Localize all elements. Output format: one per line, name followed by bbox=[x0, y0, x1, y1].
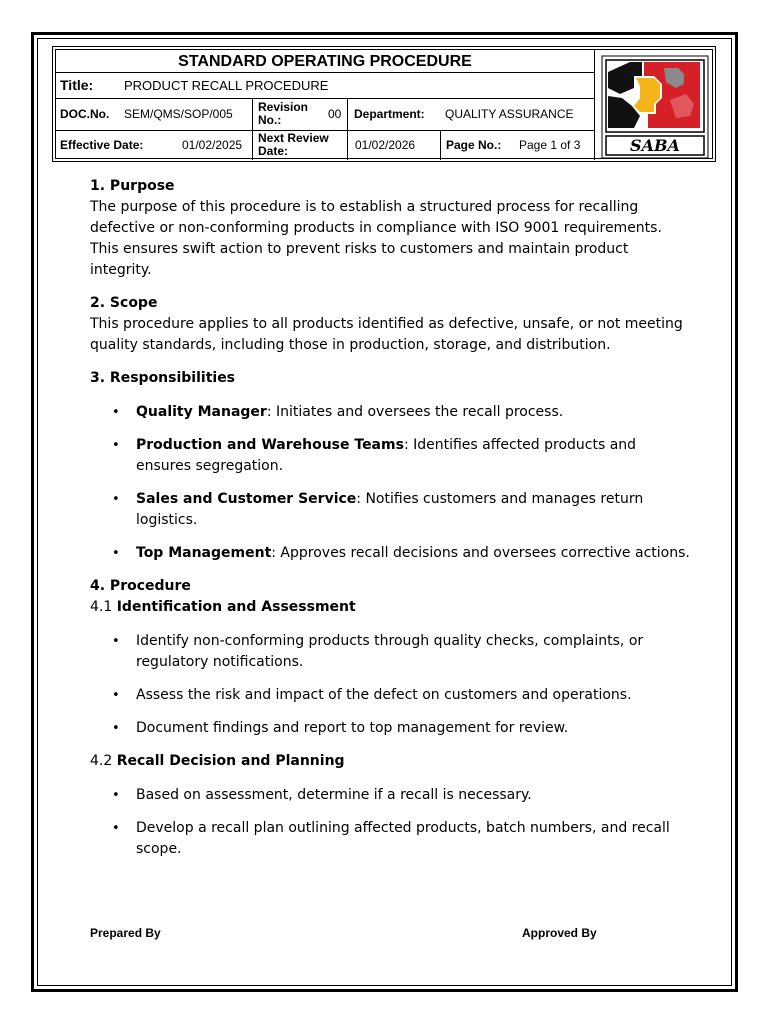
title-label: Title: bbox=[60, 77, 94, 93]
revision-value: 00 bbox=[328, 107, 342, 121]
role-desc: : Approves recall decisions and oversees corrective actions. bbox=[271, 545, 690, 561]
recall-decision-list bbox=[90, 785, 690, 860]
page-no-value: Page 1 of 3 bbox=[519, 138, 581, 152]
list-item: • Based on assessment, determine if a recall is necessary. bbox=[90, 785, 690, 806]
scope-heading: 2. Scope bbox=[90, 295, 158, 311]
approved-by-label: Approved By bbox=[522, 926, 597, 940]
role-name: Top Management bbox=[136, 545, 272, 561]
document-body bbox=[90, 176, 690, 872]
subsection-title: Recall Decision and Planning bbox=[116, 753, 345, 769]
document-header-table bbox=[52, 46, 716, 162]
subsection-number: 4.1 bbox=[90, 599, 117, 615]
list-item: • Develop a recall plan outlining affected products, batch numbers, and recall scope. bbox=[90, 818, 690, 860]
subsection-number: 4.2 bbox=[90, 753, 117, 769]
prepared-by-label: Prepared By bbox=[90, 926, 161, 940]
scope-section bbox=[90, 293, 690, 356]
list-item bbox=[90, 543, 690, 564]
role-desc: : Identifies affected products and ensures segregation. bbox=[136, 437, 637, 474]
scope-text: This procedure applies to all products identified as defective, unsafe, or not meeting quality standards, including those in production, storage, and distribution. bbox=[90, 316, 683, 353]
role-desc: : Initiates and oversees the recall process. bbox=[266, 404, 564, 420]
list-item bbox=[90, 489, 690, 531]
purpose-heading: 1. Purpose bbox=[90, 178, 175, 194]
saba-logo-graphic bbox=[600, 54, 710, 160]
title-value: PRODUCT RECALL PROCEDURE bbox=[124, 77, 329, 93]
col-line-1 bbox=[252, 98, 253, 160]
doc-no-label: DOC.No. bbox=[60, 107, 110, 121]
header-inner-border bbox=[55, 49, 713, 159]
list-item: • Document findings and report to top management for review. bbox=[90, 718, 690, 739]
logo-text: SABA bbox=[630, 136, 680, 155]
effective-date-value: 01/02/2025 bbox=[182, 138, 243, 152]
next-review-value: 01/02/2026 bbox=[355, 138, 416, 152]
list-item bbox=[90, 435, 690, 477]
list-item: • Assess the risk and impact of the defect on customers and operations. bbox=[90, 685, 690, 706]
page-no-label: Page No.: bbox=[446, 138, 502, 152]
responsibilities-section bbox=[90, 368, 690, 564]
department-value: QUALITY ASSURANCE bbox=[445, 107, 574, 121]
procedure-heading: 4. Procedure bbox=[90, 578, 191, 594]
sop-main-title: STANDARD OPERATING PROCEDURE bbox=[178, 53, 472, 70]
purpose-text: The purpose of this procedure is to establish a structured process for recalling defective or non-conforming products in compliance with ISO 9001 requirements. This ensures swift action to prevent risks to customers and maintain product integrity. bbox=[90, 199, 662, 278]
col-line-2 bbox=[347, 98, 348, 160]
role-name: Production and Warehouse Teams bbox=[136, 437, 404, 453]
list-item: • Identify non-conforming products through quality checks, complaints, or regulatory notifications. bbox=[90, 631, 690, 673]
col-line-3 bbox=[440, 130, 441, 160]
subsection-title: Identification and Assessment bbox=[116, 599, 356, 615]
logo-divider bbox=[594, 50, 595, 160]
revision-label: Revision No.: bbox=[258, 100, 309, 127]
subsection-4-1-title bbox=[90, 597, 690, 618]
responsibilities-heading: 3. Responsibilities bbox=[90, 370, 236, 386]
procedure-section bbox=[90, 576, 690, 860]
department-label: Department: bbox=[354, 107, 425, 121]
effective-date-label: Effective Date: bbox=[60, 138, 144, 152]
next-review-label: Next Review Date: bbox=[258, 131, 329, 158]
subsection-4-2-title bbox=[90, 751, 690, 772]
responsibilities-list bbox=[90, 402, 690, 564]
role-name: Sales and Customer Service bbox=[136, 491, 357, 507]
purpose-section bbox=[90, 176, 690, 281]
saba-logo bbox=[600, 54, 710, 160]
role-desc: : Notifies customers and manages return logistics. bbox=[136, 491, 644, 528]
list-item bbox=[90, 402, 690, 423]
role-name: Quality Manager bbox=[136, 404, 267, 420]
identification-list bbox=[90, 631, 690, 739]
doc-no-value: SEM/QMS/SOP/005 bbox=[124, 107, 233, 121]
